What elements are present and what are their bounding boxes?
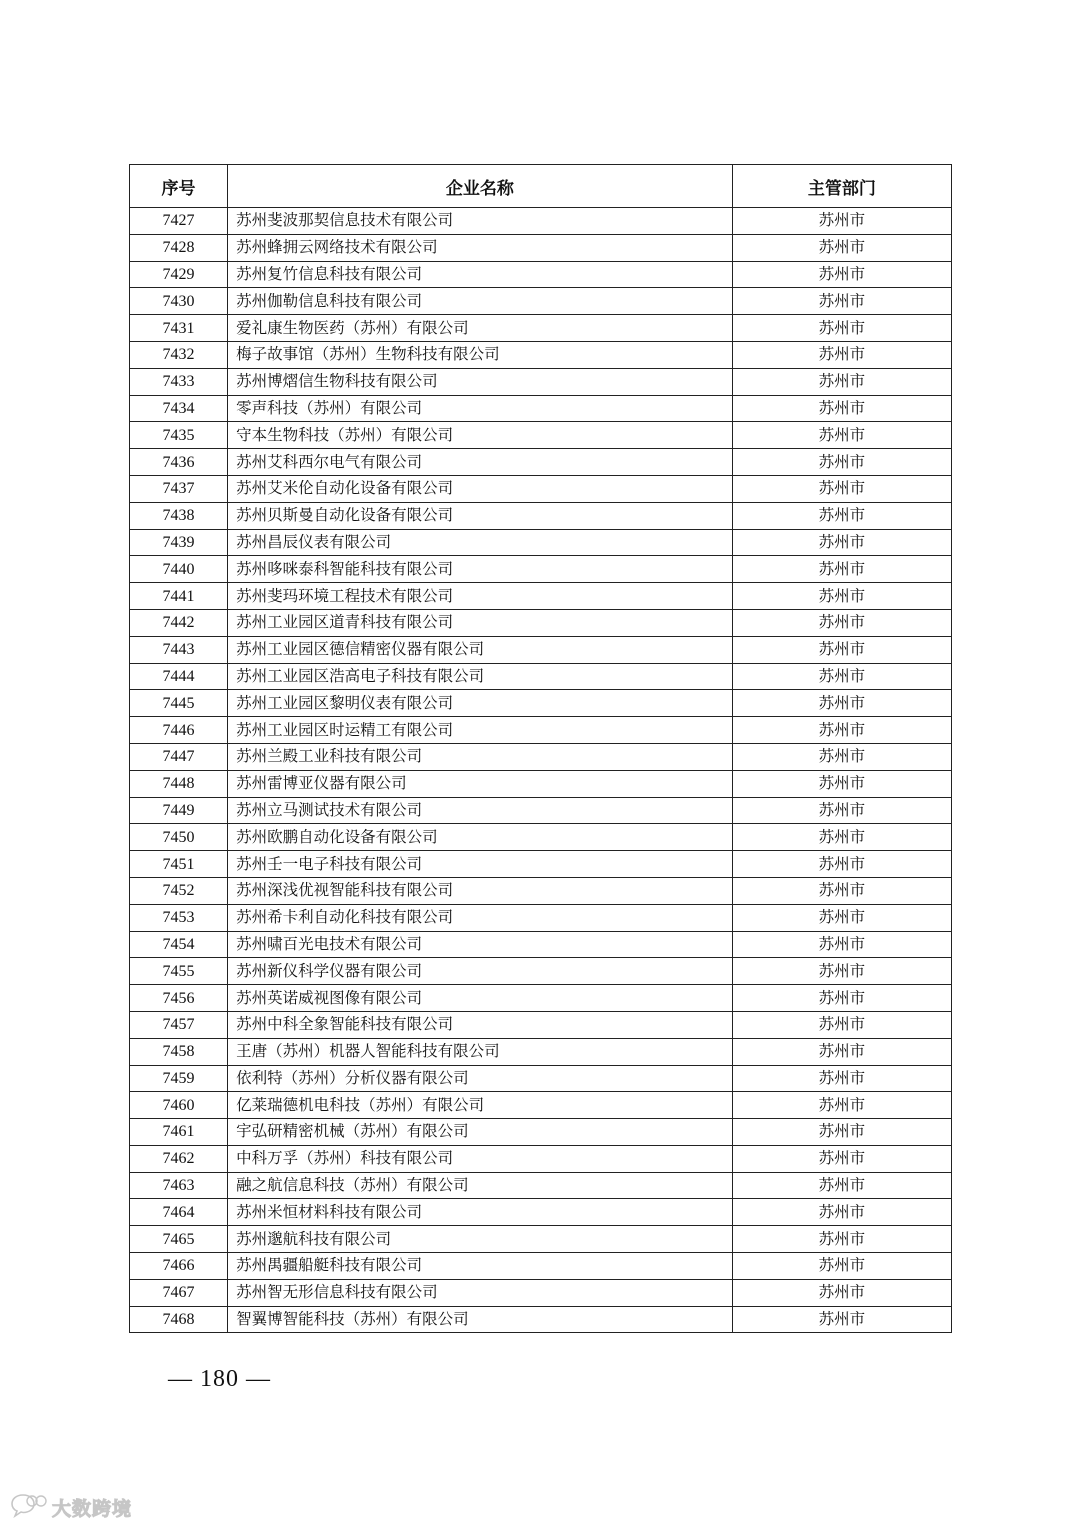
serial-number-cell: 7439 [130, 529, 228, 556]
department-cell: 苏州市 [732, 1172, 951, 1199]
table-row [130, 1119, 952, 1146]
serial-number-cell: 7465 [130, 1226, 228, 1253]
table-row [130, 395, 952, 422]
serial-number-cell: 7450 [130, 824, 228, 851]
serial-number-cell: 7444 [130, 663, 228, 690]
table-row [130, 315, 952, 342]
serial-number-cell: 7459 [130, 1065, 228, 1092]
table-row [130, 422, 952, 449]
table-row [130, 1038, 952, 1065]
department-cell: 苏州市 [732, 663, 951, 690]
serial-number-cell: 7449 [130, 797, 228, 824]
table-row [130, 797, 952, 824]
department-cell: 苏州市 [732, 1092, 951, 1119]
table-row [130, 449, 952, 476]
department-cell: 苏州市 [732, 1119, 951, 1146]
table-row [130, 368, 952, 395]
department-cell: 苏州市 [732, 609, 951, 636]
department-cell: 苏州市 [732, 1226, 951, 1253]
serial-number-cell: 7427 [130, 208, 228, 235]
table-row [130, 1253, 952, 1280]
enterprise-name-cell: 苏州斐玛环境工程技术有限公司 [228, 583, 733, 610]
enterprise-name-cell: 爱礼康生物医药（苏州）有限公司 [228, 315, 733, 342]
enterprise-name-cell: 亿莱瑞德机电科技（苏州）有限公司 [228, 1092, 733, 1119]
table-row [130, 475, 952, 502]
serial-number-cell: 7466 [130, 1253, 228, 1280]
serial-number-cell: 7428 [130, 234, 228, 261]
table-row [130, 877, 952, 904]
table-row [130, 931, 952, 958]
page-number: — 180 — [168, 1366, 271, 1392]
enterprise-name-cell: 依利特（苏州）分析仪器有限公司 [228, 1065, 733, 1092]
department-cell: 苏州市 [732, 422, 951, 449]
department-cell: 苏州市 [732, 797, 951, 824]
department-cell: 苏州市 [732, 529, 951, 556]
department-cell: 苏州市 [732, 690, 951, 717]
enterprise-name-cell: 苏州立马测试技术有限公司 [228, 797, 733, 824]
enterprise-name-cell: 中科万孚（苏州）科技有限公司 [228, 1145, 733, 1172]
enterprise-name-cell: 苏州工业园区道青科技有限公司 [228, 609, 733, 636]
table-row [130, 609, 952, 636]
table-row [130, 1092, 952, 1119]
serial-number-cell: 7457 [130, 1011, 228, 1038]
enterprise-name-cell: 苏州壬一电子科技有限公司 [228, 851, 733, 878]
enterprise-name-cell: 苏州禺疆船艇科技有限公司 [228, 1253, 733, 1280]
enterprise-name-cell: 苏州希卡利自动化科技有限公司 [228, 904, 733, 931]
serial-number-cell: 7461 [130, 1119, 228, 1146]
serial-number-cell: 7442 [130, 609, 228, 636]
department-cell: 苏州市 [732, 502, 951, 529]
department-cell: 苏州市 [732, 208, 951, 235]
enterprise-name-cell: 苏州艾米伦自动化设备有限公司 [228, 475, 733, 502]
enterprise-name-cell: 王唐（苏州）机器人智能科技有限公司 [228, 1038, 733, 1065]
enterprise-name-cell: 苏州兰殿工业科技有限公司 [228, 743, 733, 770]
table-row [130, 1065, 952, 1092]
watermark-text: 大数跨境 [52, 1497, 133, 1520]
department-cell: 苏州市 [732, 288, 951, 315]
serial-number-cell: 7464 [130, 1199, 228, 1226]
serial-number-cell: 7452 [130, 877, 228, 904]
enterprise-name-cell: 苏州斐波那契信息技术有限公司 [228, 208, 733, 235]
department-cell: 苏州市 [732, 315, 951, 342]
enterprise-name-cell: 苏州邈航科技有限公司 [228, 1226, 733, 1253]
enterprise-name-cell: 融之航信息科技（苏州）有限公司 [228, 1172, 733, 1199]
table-row [130, 958, 952, 985]
department-cell: 苏州市 [732, 395, 951, 422]
enterprise-name-cell: 苏州雷博亚仪器有限公司 [228, 770, 733, 797]
serial-number-cell: 7456 [130, 985, 228, 1012]
enterprise-name-cell: 苏州贝斯曼自动化设备有限公司 [228, 502, 733, 529]
enterprise-name-cell: 苏州深浅优视智能科技有限公司 [228, 877, 733, 904]
enterprise-name-cell: 梅子故事馆（苏州）生物科技有限公司 [228, 341, 733, 368]
serial-number-cell: 7438 [130, 502, 228, 529]
serial-number-cell: 7434 [130, 395, 228, 422]
watermark [10, 1492, 132, 1522]
department-cell: 苏州市 [732, 824, 951, 851]
table-row [130, 636, 952, 663]
serial-number-cell: 7430 [130, 288, 228, 315]
serial-number-cell: 7453 [130, 904, 228, 931]
table-row [130, 690, 952, 717]
serial-number-cell: 7448 [130, 770, 228, 797]
department-cell: 苏州市 [732, 743, 951, 770]
serial-number-cell: 7463 [130, 1172, 228, 1199]
department-cell: 苏州市 [732, 475, 951, 502]
table-row [130, 1145, 952, 1172]
serial-number-cell: 7435 [130, 422, 228, 449]
table-row [130, 904, 952, 931]
table-header-row [130, 165, 952, 208]
enterprise-name-cell: 零声科技（苏州）有限公司 [228, 395, 733, 422]
department-cell: 苏州市 [732, 556, 951, 583]
table-row [130, 1172, 952, 1199]
department-cell: 苏州市 [732, 985, 951, 1012]
enterprise-name-cell: 苏州英诺威视图像有限公司 [228, 985, 733, 1012]
table-row [130, 770, 952, 797]
department-cell: 苏州市 [732, 583, 951, 610]
department-cell: 苏州市 [732, 636, 951, 663]
department-cell: 苏州市 [732, 449, 951, 476]
department-cell: 苏州市 [732, 931, 951, 958]
serial-number-cell: 7455 [130, 958, 228, 985]
department-cell: 苏州市 [732, 1038, 951, 1065]
department-cell: 苏州市 [732, 234, 951, 261]
enterprise-name-cell: 苏州艾科西尔电气有限公司 [228, 449, 733, 476]
serial-number-cell: 7467 [130, 1279, 228, 1306]
department-cell: 苏州市 [732, 958, 951, 985]
table-row [130, 341, 952, 368]
department-cell: 苏州市 [732, 717, 951, 744]
serial-number-cell: 7437 [130, 475, 228, 502]
enterprise-name-cell: 苏州博熠信生物科技有限公司 [228, 368, 733, 395]
enterprise-table [129, 164, 952, 1333]
table-row [130, 529, 952, 556]
table-body [130, 208, 952, 1333]
department-cell: 苏州市 [732, 1199, 951, 1226]
serial-number-cell: 7432 [130, 341, 228, 368]
table-row [130, 583, 952, 610]
enterprise-name-cell: 苏州工业园区黎明仪表有限公司 [228, 690, 733, 717]
enterprise-name-cell: 苏州欧鹏自动化设备有限公司 [228, 824, 733, 851]
serial-number-cell: 7446 [130, 717, 228, 744]
serial-number-cell: 7468 [130, 1306, 228, 1333]
table-row [130, 1011, 952, 1038]
serial-number-cell: 7460 [130, 1092, 228, 1119]
department-cell: 苏州市 [732, 1279, 951, 1306]
department-cell: 苏州市 [732, 1306, 951, 1333]
department-cell: 苏州市 [732, 341, 951, 368]
department-cell: 苏州市 [732, 851, 951, 878]
table-row [130, 234, 952, 261]
table-row [130, 502, 952, 529]
serial-number-cell: 7433 [130, 368, 228, 395]
enterprise-name-cell: 苏州昌辰仪表有限公司 [228, 529, 733, 556]
table-row [130, 1199, 952, 1226]
serial-number-cell: 7440 [130, 556, 228, 583]
enterprise-name-cell: 苏州智无形信息科技有限公司 [228, 1279, 733, 1306]
table-row [130, 1306, 952, 1333]
header-enterprise-name: 企业名称 [228, 165, 733, 208]
enterprise-name-cell: 苏州中科全象智能科技有限公司 [228, 1011, 733, 1038]
enterprise-name-cell: 苏州蜂拥云网络技术有限公司 [228, 234, 733, 261]
serial-number-cell: 7443 [130, 636, 228, 663]
table-row [130, 717, 952, 744]
table-row [130, 663, 952, 690]
table-row [130, 1279, 952, 1306]
enterprise-name-cell: 宇弘研精密机械（苏州）有限公司 [228, 1119, 733, 1146]
enterprise-name-cell: 苏州复竹信息科技有限公司 [228, 261, 733, 288]
table-row [130, 824, 952, 851]
table-row [130, 556, 952, 583]
table-row [130, 985, 952, 1012]
serial-number-cell: 7445 [130, 690, 228, 717]
chat-bubble-icon [10, 1492, 48, 1522]
table-row [130, 851, 952, 878]
department-cell: 苏州市 [732, 261, 951, 288]
enterprise-name-cell: 苏州啸百光电技术有限公司 [228, 931, 733, 958]
table-row [130, 1226, 952, 1253]
serial-number-cell: 7447 [130, 743, 228, 770]
serial-number-cell: 7454 [130, 931, 228, 958]
department-cell: 苏州市 [732, 1011, 951, 1038]
enterprise-name-cell: 苏州工业园区时运精工有限公司 [228, 717, 733, 744]
department-cell: 苏州市 [732, 1145, 951, 1172]
department-cell: 苏州市 [732, 368, 951, 395]
serial-number-cell: 7429 [130, 261, 228, 288]
enterprise-name-cell: 苏州伽勒信息科技有限公司 [228, 288, 733, 315]
enterprise-name-cell: 苏州新仪科学仪器有限公司 [228, 958, 733, 985]
department-cell: 苏州市 [732, 877, 951, 904]
table-row [130, 288, 952, 315]
department-cell: 苏州市 [732, 1065, 951, 1092]
department-cell: 苏州市 [732, 770, 951, 797]
serial-number-cell: 7436 [130, 449, 228, 476]
enterprise-name-cell: 守本生物科技（苏州）有限公司 [228, 422, 733, 449]
table-row [130, 261, 952, 288]
serial-number-cell: 7431 [130, 315, 228, 342]
serial-number-cell: 7462 [130, 1145, 228, 1172]
enterprise-name-cell: 苏州工业园区德信精密仪器有限公司 [228, 636, 733, 663]
enterprise-name-cell: 智翼博智能科技（苏州）有限公司 [228, 1306, 733, 1333]
enterprise-name-cell: 苏州工业园区浩高电子科技有限公司 [228, 663, 733, 690]
serial-number-cell: 7441 [130, 583, 228, 610]
enterprise-name-cell: 苏州米恒材料科技有限公司 [228, 1199, 733, 1226]
header-serial-number: 序号 [130, 165, 228, 208]
department-cell: 苏州市 [732, 1253, 951, 1280]
department-cell: 苏州市 [732, 904, 951, 931]
table-row [130, 743, 952, 770]
header-department: 主管部门 [732, 165, 951, 208]
serial-number-cell: 7458 [130, 1038, 228, 1065]
serial-number-cell: 7451 [130, 851, 228, 878]
enterprise-name-cell: 苏州哆咪泰科智能科技有限公司 [228, 556, 733, 583]
table-row [130, 208, 952, 235]
